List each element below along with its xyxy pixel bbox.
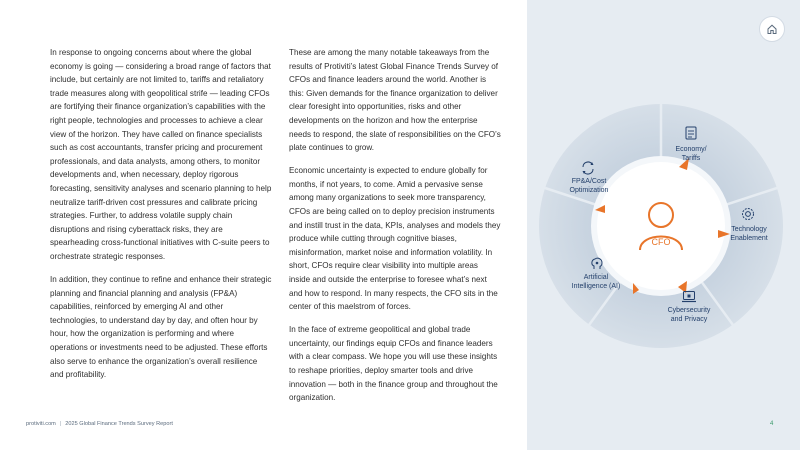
segment-fpa-cost-optimization <box>549 178 629 195</box>
laptop-lock-icon <box>681 290 697 304</box>
segment-label-line2: Optimization <box>569 186 609 194</box>
segment-label-line2: Intelligence (AI) <box>571 282 621 290</box>
paragraph: In response to ongoing concerns about where the global economy is going — considering a broad range of factors that include, but certainly are not limited to, tariffs and retaliatory trade measures along with geopolitical strife — leading CFOs are fortifying their finance organization’s capabilities with the right people, technologies and processes to achieve a clear view of the horizon. They have called on finance specialists such as cost accountants, transfer pricing and procurement professionals, and data analysts, among others, to monitor developments and, when necessary, deploy rigorous forecasting, sensitivity analyses and scenario planning to help neutralize tariff-driven cost pressures and calibrate pricing strategies. Further, to address volatile supply chain disruptions and rising cyberattack risks, they are spearheading cross-functional initiatives with C-suite peers to orchestrate strategic responses. <box>50 48 272 261</box>
footer-separator: | <box>59 421 62 427</box>
technology-gear-icon <box>740 206 756 222</box>
ai-brain-icon <box>589 256 605 272</box>
segment-label-line1: Cybersecurity <box>667 307 711 314</box>
paragraph: Economic uncertainty is expected to endure globally for months, if not years, to come. Amid a pervasive sense among many organizations to seek more transparency, CFOs are being called on to deploy precision instruments and instill trust in the data, KPIs, analyses and models they produce while cutting through cognitive biases, misinformation, market noise and information volatility. In short, CFOs require clear visibility into multiple areas inside and outside the enterprise to foresee what’s next and how to respond. In many respects, the CFO sits in the center of this maelstrom of forces. <box>289 166 501 312</box>
segment-label-line1: FP&A/Cost <box>571 178 607 185</box>
middle-text-column <box>289 46 501 414</box>
segment-label-line1: Economy/ <box>675 146 707 153</box>
segment-technology-enablement <box>709 226 789 243</box>
segment-label-line2: Enablement <box>730 234 768 242</box>
paragraph: In the face of extreme geopolitical and global trade uncertainty, our findings equip CFOs and finance leaders with a clear compass. We hope you will use these insights to reshape priorities, deploy smarter tools and drive innovation — both in the finance group and throughout the organization. <box>289 325 498 403</box>
paragraph: These are among the many notable takeaways from the results of Protiviti’s latest Global Finance Trends Survey of CFOs and finance leaders around the world. Another is this: Given demands for the finance organization to deliver clear foresight into opportunities, risks and other developments on the horizon and how the enterprise needs to respond, the slate of responsibilities on the CFO’s plate continues to grow. <box>289 48 501 153</box>
home-icon <box>766 23 778 35</box>
segment-label-line2: Tariffs <box>681 154 701 162</box>
home-button[interactable] <box>759 16 785 42</box>
footer-site-link[interactable]: protiviti.com <box>26 421 56 427</box>
segment-cybersecurity-privacy <box>649 307 729 324</box>
diagram-graphic <box>527 0 800 450</box>
cost-cycle-icon <box>580 160 596 176</box>
footer <box>26 421 173 427</box>
segment-artificial-intelligence <box>556 274 636 291</box>
segment-label-line2: and Privacy <box>670 315 708 323</box>
page-number: 4 <box>770 421 774 427</box>
left-text-column <box>50 46 272 391</box>
paragraph: In addition, they continue to refine and enhance their strategic planning and financial planning and analysis (FP&A) capabilities, reinforced by emerging AI and other technologies, to understand day by day, and often hour by hour, how the organization is performing and where operations or investments need to be adjusted. These efforts also serve to enhance the organization’s overall resilience and profitability. <box>50 275 272 380</box>
segment-label-line1: Artificial <box>583 274 609 281</box>
segment-label-line1: Technology <box>731 226 767 233</box>
cfo-forces-diagram <box>527 0 800 450</box>
cfo-center-label: CFO <box>651 237 671 247</box>
footer-report-title: 2025 Global Finance Trends Survey Report <box>65 421 173 427</box>
segment-economy-tariffs <box>651 146 731 163</box>
tariff-document-icon <box>683 125 699 141</box>
